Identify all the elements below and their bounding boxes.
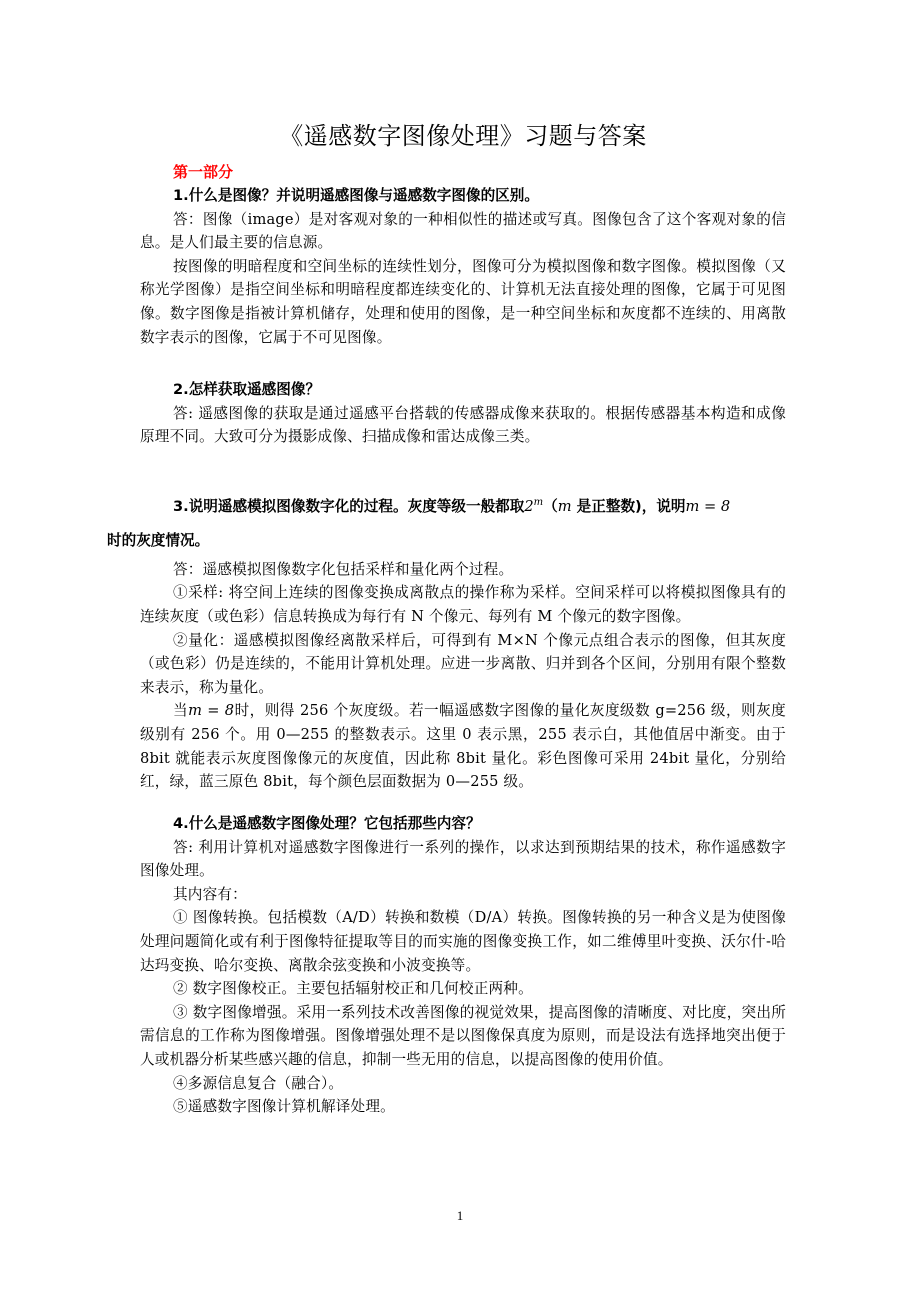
answer-4-item-1: ① 图像转换。包括模数（A/D）转换和数模（D/A）转换。图像转换的另一种含义是为使图像处理问题简化或有利于图像特征提取等目的而实施的图像变换工作，如二维傅里叶变换、沃尔什-哈达玛变换、哈尔变换、离散余弦变换和小波变换等。 [140, 909, 786, 974]
answer-4-item-4: ④多源信息复合（融合）。 [173, 1074, 344, 1092]
question-4: 4.什么是遥感数字图像处理？它包括那些内容？ [173, 815, 481, 832]
document-title: 《遥感数字图像处理》习题与答案 [279, 122, 647, 150]
answer-4-item-2: ② 数字图像校正。主要包括辐射校正和几何校正两种。 [173, 980, 533, 998]
answer-3-paragraph-1: 答：遥感模拟图像数字化包括采样和量化两个过程。 [173, 560, 514, 578]
question-2-block [140, 378, 786, 449]
math-m-equals-8: m = 8 [188, 702, 235, 720]
answer-1-paragraph-2: 按图像的明暗程度和空间坐标的连续性划分，图像可分为模拟图像和数字图像。模拟图像（又称光学图像）是指空间坐标和明暗程度都连续变化的、计算机无法直接处理的图像，它属于可见图像。数字图像是指被计算机储存，处理和使用的图像，是一种空间坐标和灰度都不连续的、用离散数字表示的图像，它属于不可见图像。 [140, 257, 786, 346]
question-3-block [107, 486, 786, 794]
math-2-power-m: 2$^m$ [524, 497, 544, 515]
answer-3-sampling: ①采样: 将空间上连续的图像变换成离散点的操作称为采样。空间采样可以将模拟图像具有的连续灰度（或色彩）信息转换成为每行有 N 个像元、每列有 M 个像元的数字图像。 [140, 584, 786, 626]
page-number: 1 [456, 1208, 464, 1223]
question-2: 2.怎样获取遥感图像？ [173, 381, 321, 398]
question-1: 1.什么是图像？并说明遥感图像与遥感数字图像的区别。 [173, 187, 539, 204]
question-4-block [140, 812, 786, 1119]
answer-2-paragraph-1: 答: 遥感图像的获取是通过遥感平台搭载的传感器成像来获取的。根据传感器基本构造和成像原理不同。大致可分为摄影成像、扫描成像和雷达成像三类。 [140, 404, 786, 446]
answer-3-gray-levels: 当m = 8时，则得 256 个灰度级。若一幅遥感数字图像的量化灰度级数 g=256 级，则灰度级别有 256 个。用 0—255 的整数表示。这里 0 表示黑，255 表示白，其他值居中渐变。由于 8bit 就能表示灰度图像像元的灰度值，因此称 8bit 量化。彩色图像可采用 24bit 量化，分别给红，绿，蓝三原色 8bit，每个颜色层面数据为 0—255 级。 [140, 702, 786, 791]
section-heading: 第一部分 [173, 163, 234, 181]
section-part-one [140, 160, 786, 349]
answer-1-paragraph-1: 答：图像（image）是对客观对象的一种相似性的描述或写真。图像包含了这个客观对象的信息。是人们最主要的信息源。 [140, 210, 786, 252]
answer-4-paragraph-2: 其内容有： [173, 885, 247, 903]
answer-4-paragraph-1: 答: 利用计算机对遥感数字图像进行一系列的操作，以求达到预期结果的技术，称作遥感数字图像处理。 [140, 838, 786, 880]
question-3: 3.说明遥感模拟图像数字化的过程。灰度等级一般都取2$^m$（m 是正整数)，说明m = 8 时的灰度情况。 [107, 497, 731, 549]
answer-4-item-5: ⑤遥感数字图像计算机解译处理。 [173, 1098, 395, 1116]
answer-3-quantization: ②量化：遥感模拟图像经离散采样后，可得到有 M×N 个像元点组合表示的图像，但其灰度（或色彩）仍是连续的，不能用计算机处理。应进一步离散、归并到各个区间，分别用有限个整数来表示，称为量化。 [140, 631, 786, 696]
answer-4-item-3: ③ 数字图像增强。采用一系列技术改善图像的视觉效果，提高图像的清晰度、对比度，突出所需信息的工作称为图像增强。图像增强处理不是以图像保真度为原则，而是设法有选择地突出便于人或机器分析某些感兴趣的信息，抑制一些无用的信息，以提高图像的使用价值。 [140, 1003, 786, 1068]
math-m-equals-8: m = 8 [685, 497, 731, 515]
